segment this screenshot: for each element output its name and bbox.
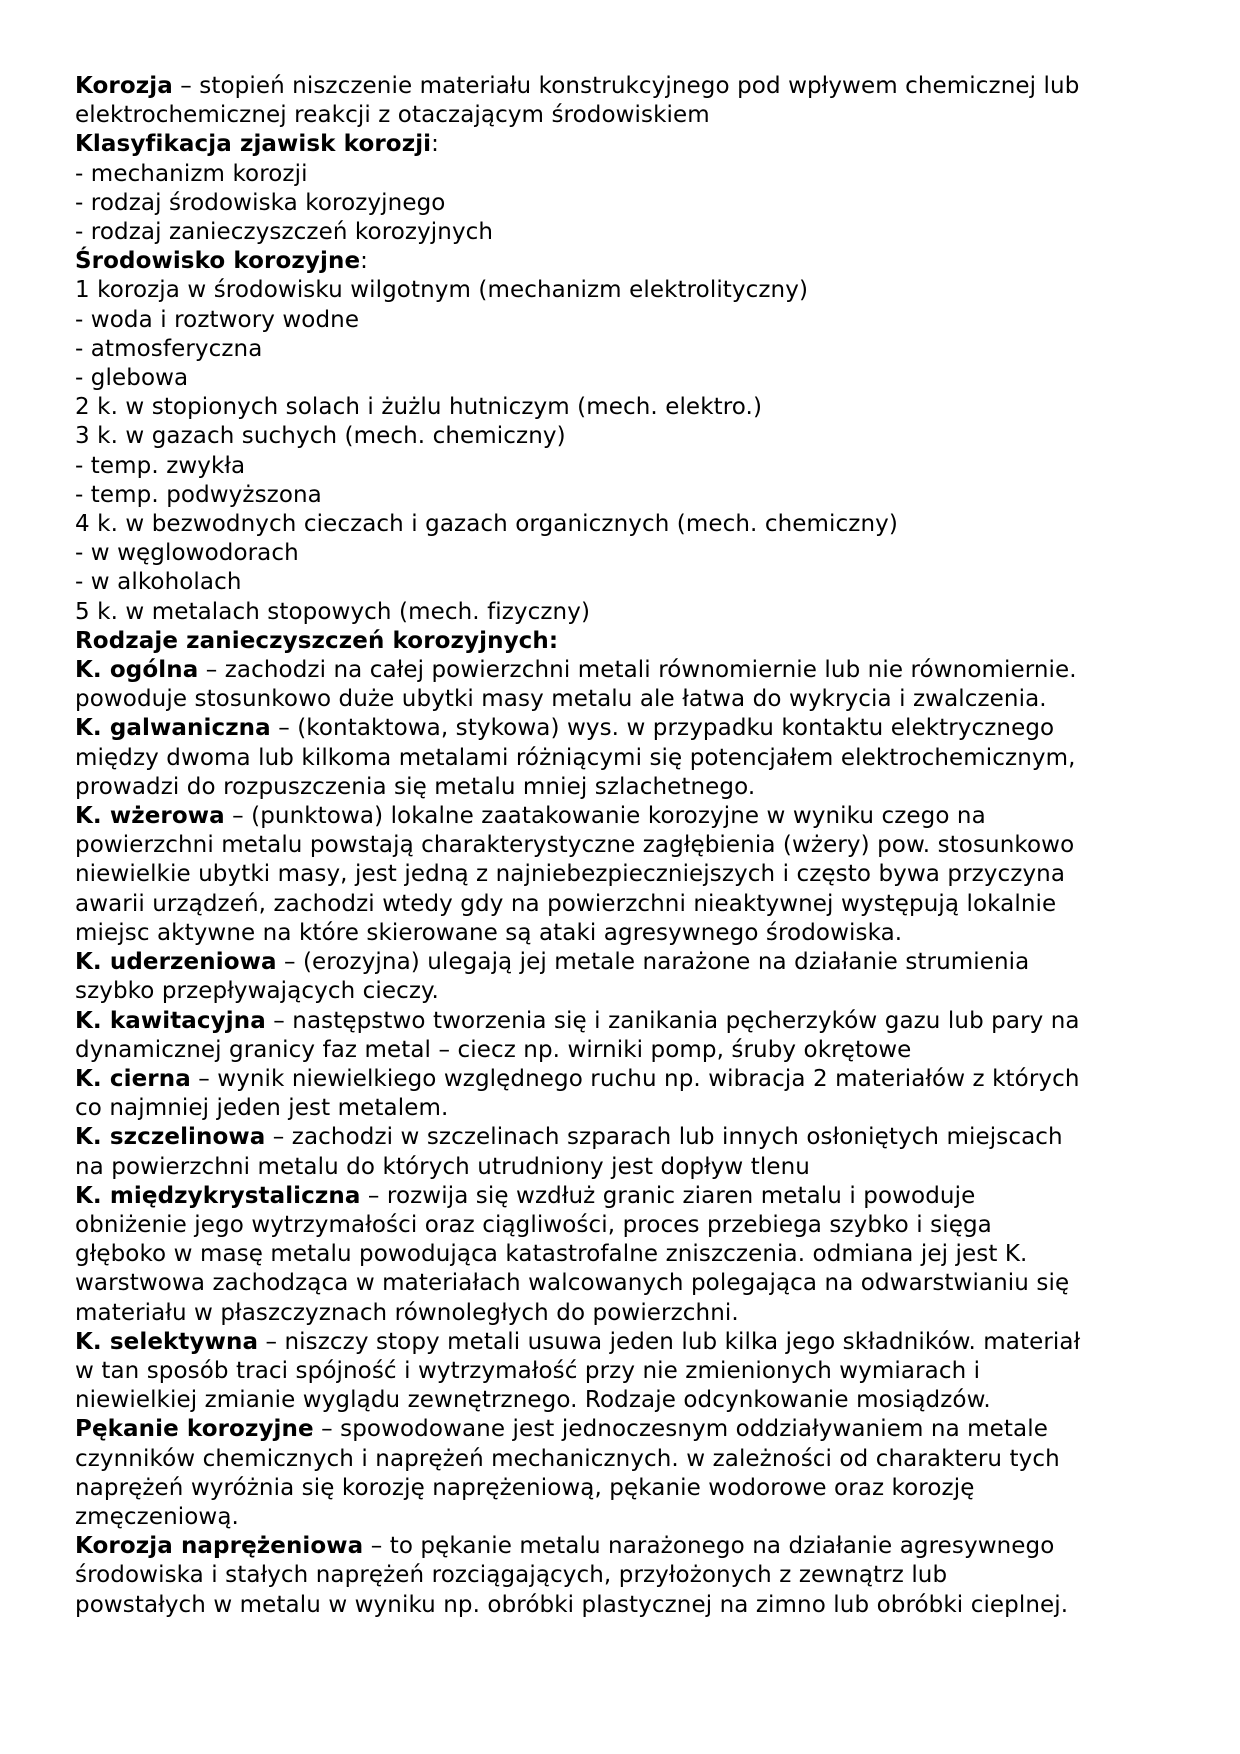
text-line: co najmniej jeden jest metalem. [75, 1095, 449, 1122]
text-line [75, 335, 1175, 364]
text-line [75, 364, 1175, 393]
term-heading: Korozja [75, 73, 173, 99]
text-line: materiału w płaszczyznach równoległych do powierzchni. [75, 1299, 739, 1326]
text-line: głęboko w masę metalu powodująca katastrofalne zniszczenia. odmiana jej jest K. [75, 1241, 1028, 1268]
text-line: awarii urządzeń, zachodzi wtedy gdy na powierzchni nieaktywnej występują lokalnie [75, 890, 1057, 917]
line-text: - w węglowodorach [75, 540, 299, 567]
line-text: – niszczy stopy metali usuwa jeden lub kilka jego składników. materiał [258, 1328, 1081, 1355]
line-text: - woda i roztwory wodne [75, 306, 360, 333]
line-text: – to pękanie metalu narażonego na działanie agresywnego [363, 1533, 1055, 1560]
text-line [75, 598, 1175, 627]
term-heading: K. międzykrystaliczna [75, 1182, 361, 1209]
text-line: prowadzi do rozpuszczenia się metalu mniej szlachetnego. [75, 773, 756, 800]
line-text: – (kontaktowa, stykowa) wys. w przypadku kontaktu elektrycznego [270, 715, 1055, 742]
line-text: - w alkoholach [75, 569, 242, 596]
line-text: – wynik niewielkiego względnego ruchu np. wibracja 2 materiałów z których [190, 1065, 1080, 1092]
text-line [75, 1328, 1175, 1357]
line-text: 1 korozja w środowisku wilgotnym (mechanizm elektrolityczny) [75, 277, 809, 304]
text-line: między dwoma lub kilkoma metalami różniącymi się potencjałem elektrochemicznym, [75, 744, 1076, 771]
text-line [75, 1415, 1175, 1444]
text-line [75, 72, 1175, 101]
term-heading: K. selektywna [75, 1328, 259, 1355]
text-line [75, 1007, 1175, 1036]
text-line [75, 568, 1175, 597]
text-line [75, 1123, 1175, 1152]
text-line: powoduje stosunkowo duże ubytki masy metalu ale łatwa do wykrycia i zwalczenia. [75, 686, 1047, 713]
text-line [75, 714, 1175, 743]
text-line: elektrochemicznej reakcji z otaczającym środowiskiem [75, 102, 710, 129]
text-line [75, 247, 1175, 276]
term-heading: K. ogólna [75, 657, 199, 684]
text-line: warstwowa zachodząca w materiałach walcowanych polegająca na odwarstwianiu się [75, 1270, 1070, 1297]
term-heading: K. kawitacyjna [75, 1007, 266, 1034]
line-text: : [431, 131, 440, 158]
line-text: - temp. podwyższona [75, 481, 322, 508]
text-line [75, 130, 1175, 159]
text-line: szybko przepływających cieczy. [75, 978, 439, 1005]
line-text: - temp. zwykła [75, 452, 246, 479]
text-line [75, 481, 1175, 510]
text-line [75, 306, 1175, 335]
text-line [75, 1182, 1175, 1211]
line-text: – następstwo tworzenia się i zanikania pęcherzyków gazu lub pary na [265, 1007, 1080, 1034]
term-heading: K. wżerowa [75, 803, 225, 830]
line-text: - mechanizm korozji [75, 160, 308, 187]
line-text: : [360, 248, 369, 275]
text-line [75, 539, 1175, 568]
line-text: – spowodowane jest jednoczesnym oddziaływaniem na metale [313, 1416, 1048, 1443]
term-heading: K. galwaniczna [75, 715, 271, 742]
term-heading: K. cierna [75, 1065, 191, 1092]
text-line: środowiska i stałych naprężeń rozciągających, przyłożonych z zewnątrz lub [75, 1562, 948, 1589]
term-heading: K. szczelinowa [75, 1124, 266, 1151]
line-text: 2 k. w stopionych solach i żużlu hutniczym (mech. elektro.) [75, 394, 763, 421]
text-line [75, 656, 1175, 685]
text-line: obniżenie jego wytrzymałości oraz ciągliwości, proces przebiega szybko i sięga [75, 1211, 992, 1238]
text-line [75, 510, 1175, 539]
text-line: na powierzchni metalu do których utrudniony jest dopływ tlenu [75, 1153, 810, 1180]
text-line: niewielkie ubytki masy, jest jedną z najniebezpieczniejszych i często bywa przyczyna [75, 861, 1066, 888]
line-text: – zachodzi w szczelinach szparach lub innych osłoniętych miejscach [265, 1124, 1063, 1151]
line-text: – (punktowa) lokalne zaatakowanie korozyjne w wyniku czego na [224, 803, 986, 830]
text-line: powstałych w metalu w wyniku np. obróbki plastycznej na zimno lub obróbki cieplnej. [75, 1591, 1069, 1618]
text-line [75, 452, 1175, 481]
term-heading: Pękanie korozyjne [75, 1416, 314, 1443]
text-line: zmęczeniową. [75, 1503, 239, 1530]
term-heading: Środowisko korozyjne [75, 248, 361, 275]
text-line [75, 948, 1175, 977]
text-line [75, 627, 1175, 656]
line-text: - atmosferyczna [75, 335, 263, 362]
text-line [75, 160, 1175, 189]
line-text: – zachodzi na całej powierzchni metali równomiernie lub nie równomiernie. [198, 657, 1077, 684]
line-text: 4 k. w bezwodnych cieczach i gazach organicznych (mech. chemiczny) [75, 511, 898, 538]
text-line [75, 1532, 1175, 1561]
document-body [75, 72, 1175, 1620]
line-text: – rozwija się wzdłuż granic ziaren metalu i powoduje [360, 1182, 976, 1209]
text-line [75, 393, 1175, 422]
text-line: w tan sposób traci spójność i wytrzymałość przy nie zmienionych wymiarach i [75, 1357, 981, 1384]
text-line [75, 218, 1175, 247]
text-line [75, 422, 1175, 451]
text-line: powierzchni metalu powstają charakterystyczne zagłębienia (wżery) pow. stosunkowo [75, 832, 1075, 859]
line-text: – stopień niszczenie materiału konstrukcyjnego pod wpływem chemicznej lub [172, 73, 1080, 99]
text-line: miejsc aktywne na które skierowane są ataki agresywnego środowiska. [75, 919, 903, 946]
line-text: 3 k. w gazach suchych (mech. chemiczny) [75, 423, 566, 450]
term-heading: Klasyfikacja zjawisk korozji [75, 131, 432, 158]
text-line: czynników chemicznych i naprężeń mechanicznych. w zależności od charakteru tych [75, 1445, 1060, 1472]
term-heading: K. uderzeniowa [75, 949, 277, 976]
text-line: naprężeń wyróżnia się korozję naprężeniową, pękanie wodorowe oraz korozję [75, 1474, 975, 1501]
text-line [75, 802, 1175, 831]
text-line: dynamicznej granicy faz metal – ciecz np. wirniki pomp, śruby okrętowe [75, 1036, 912, 1063]
line-text: - glebowa [75, 365, 189, 392]
term-heading: Korozja naprężeniowa [75, 1533, 364, 1560]
text-line [75, 276, 1175, 305]
term-heading: Rodzaje zanieczyszczeń korozyjnych: [75, 627, 559, 654]
text-line: niewielkiej zmianie wyglądu zewnętrznego. Rodzaje odcynkowanie mosiądzów. [75, 1387, 991, 1414]
text-line [75, 189, 1175, 218]
text-line [75, 1065, 1175, 1094]
line-text: 5 k. w metalach stopowych (mech. fizyczny) [75, 598, 591, 625]
line-text: – (erozyjna) ulegają jej metale narażone na działanie strumienia [276, 949, 1030, 976]
line-text: - rodzaj zanieczyszczeń korozyjnych [75, 219, 494, 246]
line-text: - rodzaj środowiska korozyjnego [75, 189, 446, 216]
